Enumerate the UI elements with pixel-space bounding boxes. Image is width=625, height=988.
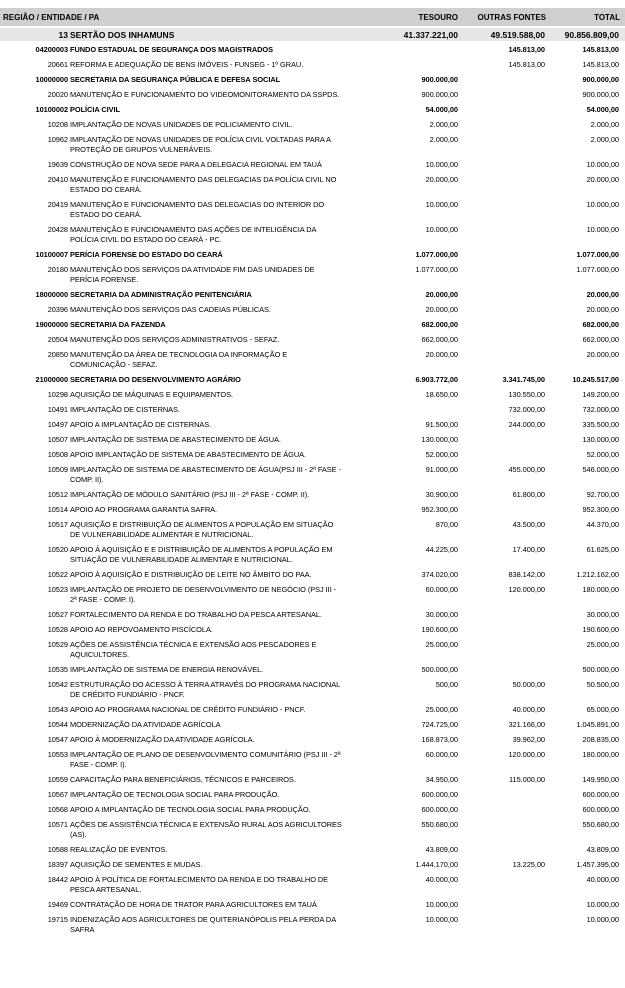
row-description: MANUTENÇÃO DOS SERVIÇOS DA ATIVIDADE FIM DAS UNIDADES DE PERÍCIA FORENSE. — [70, 265, 315, 284]
row-code: 10497 — [47, 420, 68, 429]
row-tesouro: 2.000,00 — [429, 135, 458, 144]
row-description: IMPLANTAÇÃO DE SISTEMA DE ENERGIA RENOVÁVEL. — [70, 665, 264, 674]
row-code: 10535 — [47, 665, 68, 674]
row-tesouro: 91.500,00 — [425, 420, 458, 429]
region-code: 13 — [58, 30, 68, 40]
row-code: 10571 — [47, 820, 68, 829]
row-total: 208.835,00 — [582, 735, 619, 744]
row-description: CAPACITAÇÃO PARA BENEFICIÁRIOS, TÉCNICOS E PARCEIROS. — [70, 775, 296, 784]
table-row — [0, 488, 625, 503]
table-row — [0, 748, 625, 773]
row-outras-fontes: 13.225,00 — [512, 860, 545, 869]
row-code: 10542 — [47, 680, 68, 689]
row-tesouro: 91.000,00 — [425, 465, 458, 474]
row-code: 20419 — [47, 200, 68, 209]
row-outras-fontes: 39.962,00 — [512, 735, 545, 744]
row-tesouro: 34.950,00 — [425, 775, 458, 784]
row-code: 10508 — [47, 450, 68, 459]
row-total: 10.000,00 — [586, 200, 619, 209]
row-code: 10298 — [47, 390, 68, 399]
row-description: INDENIZAÇÃO AOS AGRICULTORES DE QUITERIANÓPOLIS PELA PERDA DA SAFRA — [70, 915, 336, 934]
table-row — [0, 348, 625, 373]
row-code: 10512 — [47, 490, 68, 499]
row-description: IMPLANTAÇÃO DE PLANO DE DESENVOLVIMENTO COMUNITÁRIO (PSJ III - 2ª FASE - COMP. I). — [70, 750, 341, 769]
row-description: APOIO À AQUISIÇÃO E E DISTRIBUIÇÃO DE ALIMENTOS A POPULAÇÃO EM SITUAÇÃO DE VULNERABILIDADE ALIMENTAR E NUTRICIONAL. — [70, 545, 333, 564]
row-total: 180.000,00 — [582, 585, 619, 594]
row-code: 10543 — [47, 705, 68, 714]
row-code: 10100002 — [35, 105, 68, 114]
row-description: FORTALECIMENTO DA RENDA E DO TRABALHO DA PESCA ARTESANAL. — [70, 610, 322, 619]
row-tesouro: 40.000,00 — [425, 875, 458, 884]
row-total: 20.000,00 — [586, 175, 619, 184]
row-description: APOIO AO REPOVOAMENTO PISCÍCOLA. — [70, 625, 213, 634]
table-row — [0, 133, 625, 158]
row-outras-fontes: 50.000,00 — [512, 680, 545, 689]
row-total: 50.500,00 — [586, 680, 619, 689]
row-total: 682.000,00 — [582, 320, 619, 329]
row-tesouro: 168.873,00 — [421, 735, 458, 744]
row-code: 20504 — [47, 335, 68, 344]
row-description: APOIO À POLÍTICA DE FORTALECIMENTO DA RENDA E DO TRABALHO DE PESCA ARTESANAL. — [70, 875, 329, 894]
row-code: 10507 — [47, 435, 68, 444]
row-total: 30.000,00 — [586, 610, 619, 619]
row-total: 546.000,00 — [582, 465, 619, 474]
row-total: 1.045.891,00 — [576, 720, 619, 729]
table-row — [0, 333, 625, 348]
table-row — [0, 433, 625, 448]
row-total: 20.000,00 — [586, 350, 619, 359]
table-row — [0, 118, 625, 133]
column-header-total: TOTAL — [594, 13, 620, 22]
table-row — [0, 858, 625, 873]
table-row — [0, 703, 625, 718]
row-total: 145.813,00 — [582, 60, 619, 69]
row-outras-fontes: 120.000,00 — [508, 585, 545, 594]
row-description: ESTRUTURAÇÃO DO ACESSO À TERRA ATRAVÉS DO PROGRAMA NACIONAL DE CRÉDITO FUNDIÁRIO - PNCF. — [70, 680, 340, 699]
row-description: APOIO A IMPLANTAÇÃO DE CISTERNAS. — [70, 420, 212, 429]
row-code: 10528 — [47, 625, 68, 634]
table-row — [0, 518, 625, 543]
row-code: 04200003 — [35, 45, 68, 54]
row-description: IMPLANTAÇÃO DE NOVAS UNIDADES DE POLÍCIA CIVIL VOLTADAS PARA A PROTEÇÃO DE GRUPOS VULNERÁVEIS. — [70, 135, 331, 154]
row-tesouro: 60.000,00 — [425, 750, 458, 759]
budget-table-body — [0, 43, 625, 938]
row-code: 10559 — [47, 775, 68, 784]
row-description: APOIO À AQUISIÇÃO E DISTRIBUIÇÃO DE LEITE NO ÂMBITO DO PAA. — [70, 570, 312, 579]
row-outras-fontes: 115.000,00 — [509, 775, 545, 784]
row-tesouro: 500,00 — [435, 680, 458, 689]
row-outras-fontes: 321.166,00 — [508, 720, 545, 729]
row-description: CONSTRUÇÃO DE NOVA SEDE PARA A DELEGACIA REGIONAL EM TAUÁ — [70, 160, 322, 169]
table-header — [0, 8, 625, 26]
row-tesouro: 500.000,00 — [421, 665, 458, 674]
row-code: 18000000 — [35, 290, 68, 299]
row-code: 10517 — [47, 520, 68, 529]
row-code: 20020 — [47, 90, 68, 99]
row-total: 1.077.000,00 — [576, 250, 619, 259]
row-code: 10588 — [47, 845, 68, 854]
row-description: POLÍCIA CIVIL — [70, 105, 120, 114]
row-outras-fontes: 40.000,00 — [512, 705, 545, 714]
row-tesouro: 25.000,00 — [425, 640, 458, 649]
row-tesouro: 6.903.772,00 — [415, 375, 458, 384]
row-description: MODERNIZAÇÃO DA ATIVIDADE AGRÍCOLA — [70, 720, 221, 729]
row-description: SECRETARIA DA ADMINISTRAÇÃO PENITENCIÁRIA — [70, 290, 252, 299]
row-code: 10567 — [47, 790, 68, 799]
row-total: 130.000,00 — [582, 435, 619, 444]
row-total: 335.500,00 — [582, 420, 619, 429]
table-row — [0, 913, 625, 938]
row-outras-fontes: 838.142,00 — [508, 570, 545, 579]
row-outras-fontes: 17.400,00 — [512, 545, 545, 554]
row-total: 662.000,00 — [582, 335, 619, 344]
row-tesouro: 1.077.000,00 — [415, 265, 458, 274]
row-description: IMPLANTAÇÃO DE SISTEMA DE ABASTECIMENTO DE ÁGUA. — [70, 435, 281, 444]
row-description: APOIO AO PROGRAMA NACIONAL DE CRÉDITO FUNDIÁRIO - PNCF. — [70, 705, 306, 714]
row-code: 20410 — [47, 175, 68, 184]
row-code: 20396 — [47, 305, 68, 314]
table-row — [0, 583, 625, 608]
row-total: 10.000,00 — [586, 900, 619, 909]
row-total: 1.457.395,00 — [576, 860, 619, 869]
row-tesouro: 952.300,00 — [421, 505, 458, 514]
table-row — [0, 543, 625, 568]
table-row — [0, 263, 625, 288]
row-tesouro: 10.000,00 — [425, 160, 458, 169]
row-code: 18397 — [47, 860, 68, 869]
row-code: 20428 — [47, 225, 68, 234]
row-total: 2.000,00 — [590, 135, 619, 144]
region-total: 90.856.809,00 — [564, 30, 619, 40]
row-code: 10520 — [47, 545, 68, 554]
row-tesouro: 18.650,00 — [425, 390, 458, 399]
row-outras-fontes: 61.800,00 — [512, 490, 545, 499]
table-row — [0, 733, 625, 748]
row-total: 180.000,00 — [582, 750, 619, 759]
row-description: MANUTENÇÃO E FUNCIONAMENTO DAS AÇÕES DE INTELIGÊNCIA DA POLÍCIA CIVIL DO ESTADO DO CEARÁ - PC. — [70, 225, 316, 244]
region-row — [0, 28, 625, 41]
table-row — [0, 418, 625, 433]
row-tesouro: 30.000,00 — [425, 610, 458, 619]
row-code: 10547 — [47, 735, 68, 744]
row-description: SECRETARIA DO DESENVOLVIMENTO AGRÁRIO — [70, 375, 241, 384]
row-description: AQUISIÇÃO DE SEMENTES E MUDAS. — [70, 860, 203, 869]
row-total: 10.000,00 — [586, 225, 619, 234]
row-tesouro: 1.444.170,00 — [415, 860, 458, 869]
row-description: SECRETARIA DA SEGURANÇA PÚBLICA E DEFESA SOCIAL — [70, 75, 281, 84]
row-tesouro: 25.000,00 — [425, 705, 458, 714]
row-outras-fontes: 145.813,00 — [508, 60, 545, 69]
row-outras-fontes: 732.000,00 — [508, 405, 545, 414]
table-row — [0, 403, 625, 418]
row-tesouro: 60.000,00 — [425, 585, 458, 594]
row-outras-fontes: 130.550,00 — [508, 390, 545, 399]
entity-row — [0, 288, 625, 303]
row-outras-fontes: 145.813,00 — [508, 45, 545, 54]
row-code: 19000000 — [35, 320, 68, 329]
table-row — [0, 898, 625, 913]
row-total: 732.000,00 — [582, 405, 619, 414]
table-row — [0, 718, 625, 733]
row-total: 190.600,00 — [582, 625, 619, 634]
row-code: 20180 — [47, 265, 68, 274]
table-row — [0, 173, 625, 198]
row-tesouro: 374.020,00 — [421, 570, 458, 579]
row-code: 10509 — [47, 465, 68, 474]
row-description: FUNDO ESTADUAL DE SEGURANÇA DOS MAGISTRADOS — [70, 45, 274, 54]
row-total: 10.000,00 — [586, 915, 619, 924]
table-row — [0, 568, 625, 583]
table-row — [0, 623, 625, 638]
row-tesouro: 54.000,00 — [425, 105, 458, 114]
region-outras-fontes: 49.519.588,00 — [490, 30, 545, 40]
row-total: 61.625,00 — [586, 545, 619, 554]
column-header-outras-fontes: OUTRAS FONTES — [477, 13, 546, 22]
row-description: APOIO AO PROGRAMA GARANTIA SAFRA. — [70, 505, 218, 514]
row-description: MANUTENÇÃO DOS SERVIÇOS ADMINISTRATIVOS - SEFAZ. — [70, 335, 280, 344]
row-tesouro: 190.600,00 — [421, 625, 458, 634]
row-total: 65.000,00 — [586, 705, 619, 714]
region-name: SERTÃO DOS INHAMUNS — [70, 30, 175, 40]
row-tesouro: 600.000,00 — [421, 805, 458, 814]
row-code: 10491 — [47, 405, 68, 414]
row-tesouro: 2.000,00 — [429, 120, 458, 129]
entity-row — [0, 73, 625, 88]
row-outras-fontes: 120.000,00 — [508, 750, 545, 759]
row-description: MANUTENÇÃO E FUNCIONAMENTO DAS DELEGACIAS DO INTERIOR DO ESTADO DO CEARÁ. — [70, 200, 325, 219]
row-total: 92.700,00 — [586, 490, 619, 499]
row-tesouro: 130.000,00 — [421, 435, 458, 444]
row-total: 145.813,00 — [582, 45, 619, 54]
row-description: IMPLANTAÇÃO DE PROJETO DE DESENVOLVIMENTO DE NEGÓCIO (PSJ III - 2ª FASE - COMP. I). — [70, 585, 337, 604]
row-code: 10529 — [47, 640, 68, 649]
row-total: 25.000,00 — [586, 640, 619, 649]
row-code: 10527 — [47, 610, 68, 619]
table-row — [0, 818, 625, 843]
row-total: 149.200,00 — [582, 390, 619, 399]
entity-row — [0, 43, 625, 58]
row-description: IMPLANTAÇÃO DE SISTEMA DE ABASTECIMENTO DE ÁGUA(PSJ III - 2ª FASE - COMP. II). — [70, 465, 341, 484]
row-code: 10523 — [47, 585, 68, 594]
row-code: 21000000 — [35, 375, 68, 384]
row-tesouro: 10.000,00 — [425, 200, 458, 209]
region-tesouro: 41.337.221,00 — [403, 30, 458, 40]
table-row — [0, 843, 625, 858]
table-row — [0, 303, 625, 318]
row-total: 20.000,00 — [586, 290, 619, 299]
row-description: PERÍCIA FORENSE DO ESTADO DO CEARÁ — [70, 250, 223, 259]
column-header-tesouro: TESOURO — [418, 13, 458, 22]
table-row — [0, 678, 625, 703]
table-row — [0, 873, 625, 898]
row-total: 600.000,00 — [582, 805, 619, 814]
row-tesouro: 550.680,00 — [421, 820, 458, 829]
row-description: MANUTENÇÃO DA ÁREA DE TECNOLOGIA DA INFORMAÇÃO E COMUNICAÇÃO - SEFAZ. — [70, 350, 288, 369]
row-code: 10100007 — [35, 250, 68, 259]
row-outras-fontes: 455.000,00 — [508, 465, 545, 474]
row-tesouro: 600.000,00 — [421, 790, 458, 799]
table-row — [0, 663, 625, 678]
row-total: 43.809,00 — [586, 845, 619, 854]
row-tesouro: 682.000,00 — [421, 320, 458, 329]
row-total: 44.370,00 — [586, 520, 619, 529]
row-description: REALIZAÇÃO DE EVENTOS. — [70, 845, 168, 854]
table-row — [0, 463, 625, 488]
row-total: 20.000,00 — [586, 305, 619, 314]
row-description: REFORMA E ADEQUAÇÃO DE BENS IMÓVEIS - FUNSEG - 1º GRAU. — [70, 60, 304, 69]
row-total: 10.000,00 — [586, 160, 619, 169]
row-code: 10544 — [47, 720, 68, 729]
row-description: AQUISIÇÃO DE MÁQUINAS E EQUIPAMENTOS. — [70, 390, 233, 399]
row-code: 10208 — [47, 120, 68, 129]
row-total: 10.245.517,00 — [572, 375, 619, 384]
row-tesouro: 900.000,00 — [421, 75, 458, 84]
table-row — [0, 788, 625, 803]
row-description: MANUTENÇÃO E FUNCIONAMENTO DO VIDEOMONITORAMENTO DA SSPDS. — [70, 90, 340, 99]
row-code: 10000000 — [35, 75, 68, 84]
row-total: 52.000,00 — [586, 450, 619, 459]
row-total: 54.000,00 — [586, 105, 619, 114]
row-description: APOIO A IMPLANTAÇÃO DE TECNOLOGIA SOCIAL PARA PRODUÇÃO. — [70, 805, 311, 814]
row-code: 10568 — [47, 805, 68, 814]
row-code: 10553 — [47, 750, 68, 759]
row-code: 10522 — [47, 570, 68, 579]
entity-row — [0, 318, 625, 333]
row-total: 900.000,00 — [582, 90, 619, 99]
row-tesouro: 52.000,00 — [425, 450, 458, 459]
table-row — [0, 638, 625, 663]
row-total: 500.000,00 — [582, 665, 619, 674]
row-description: APOIO À MODERNIZAÇÃO DA ATIVIDADE AGRÍCOLA. — [70, 735, 255, 744]
row-outras-fontes: 244.000,00 — [508, 420, 545, 429]
row-tesouro: 870,00 — [435, 520, 458, 529]
entity-row — [0, 373, 625, 388]
row-tesouro: 20.000,00 — [425, 290, 458, 299]
row-code: 19639 — [47, 160, 68, 169]
row-total: 900.000,00 — [582, 75, 619, 84]
row-description: IMPLANTAÇÃO DE CISTERNAS. — [70, 405, 180, 414]
row-total: 550.680,00 — [582, 820, 619, 829]
row-total: 600.000,00 — [582, 790, 619, 799]
table-row — [0, 773, 625, 788]
row-description: AÇÕES DE ASSISTÊNCIA TÉCNICA E EXTENSÃO AOS PESCADORES E AQUICULTORES. — [70, 640, 317, 659]
row-total: 149.950,00 — [582, 775, 619, 784]
table-row — [0, 503, 625, 518]
table-row — [0, 388, 625, 403]
column-header-region: REGIÃO / ENTIDADE / PA — [3, 13, 100, 22]
row-tesouro: 20.000,00 — [425, 175, 458, 184]
row-total: 952.300,00 — [582, 505, 619, 514]
row-code: 20850 — [47, 350, 68, 359]
table-row — [0, 88, 625, 103]
table-row — [0, 198, 625, 223]
row-code: 20661 — [47, 60, 68, 69]
row-description: IMPLANTAÇÃO DE TECNOLOGIA SOCIAL PARA PRODUÇÃO. — [70, 790, 280, 799]
row-description: MANUTENÇÃO E FUNCIONAMENTO DAS DELEGACIAS DA POLÍCIA CIVIL NO ESTADO DO CEARÁ. — [70, 175, 337, 194]
row-tesouro: 662.000,00 — [421, 335, 458, 344]
row-code: 10514 — [47, 505, 68, 514]
entity-row — [0, 103, 625, 118]
row-tesouro: 20.000,00 — [425, 305, 458, 314]
entity-row — [0, 248, 625, 263]
row-outras-fontes: 3.341.745,00 — [502, 375, 545, 384]
table-row — [0, 223, 625, 248]
row-description: IMPLANTAÇÃO DE MÓDULO SANITÁRIO (PSJ III - 2ª FASE - COMP. II). — [70, 490, 310, 499]
row-total: 40.000,00 — [586, 875, 619, 884]
row-code: 10962 — [47, 135, 68, 144]
row-tesouro: 900.000,00 — [421, 90, 458, 99]
row-tesouro: 10.000,00 — [425, 900, 458, 909]
table-row — [0, 58, 625, 73]
row-code: 18442 — [47, 875, 68, 884]
row-tesouro: 44.225,00 — [425, 545, 458, 554]
table-row — [0, 608, 625, 623]
table-row — [0, 803, 625, 818]
row-total: 1.212.162,00 — [576, 570, 619, 579]
row-code: 19469 — [47, 900, 68, 909]
row-tesouro: 30.900,00 — [425, 490, 458, 499]
row-description: IMPLANTAÇÃO DE NOVAS UNIDADES DE POLICIAMENTO CIVIL. — [70, 120, 293, 129]
row-description: MANUTENÇÃO DOS SERVIÇOS DAS CADEIAS PÚBLICAS. — [70, 305, 271, 314]
row-description: AQUISIÇÃO E DISTRIBUIÇÃO DE ALIMENTOS A POPULAÇÃO EM SITUAÇÃO DE VULNERABILIDADE ALIMENTAR E NUTRICIONAL. — [70, 520, 334, 539]
table-row — [0, 448, 625, 463]
row-tesouro: 1.077.000,00 — [415, 250, 458, 259]
row-total: 2.000,00 — [590, 120, 619, 129]
row-description: AÇÕES DE ASSISTÊNCIA TÉCNICA E EXTENSÃO RURAL AOS AGRICULTORES (AS). — [70, 820, 342, 839]
row-tesouro: 724.725,00 — [421, 720, 458, 729]
row-total: 1.077.000,00 — [576, 265, 619, 274]
row-description: CONTRATAÇÃO DE HORA DE TRATOR PARA AGRICULTORES EM TAUÁ — [70, 900, 317, 909]
row-description: APOIO IMPLANTAÇÃO DE SISTEMA DE ABASTECIMENTO DE ÁGUA. — [70, 450, 307, 459]
row-tesouro: 10.000,00 — [425, 915, 458, 924]
table-row — [0, 158, 625, 173]
row-tesouro: 10.000,00 — [425, 225, 458, 234]
row-code: 19715 — [47, 915, 68, 924]
row-description: SECRETARIA DA FAZENDA — [70, 320, 166, 329]
row-outras-fontes: 43.500,00 — [512, 520, 545, 529]
row-tesouro: 20.000,00 — [425, 350, 458, 359]
row-tesouro: 43.809,00 — [425, 845, 458, 854]
